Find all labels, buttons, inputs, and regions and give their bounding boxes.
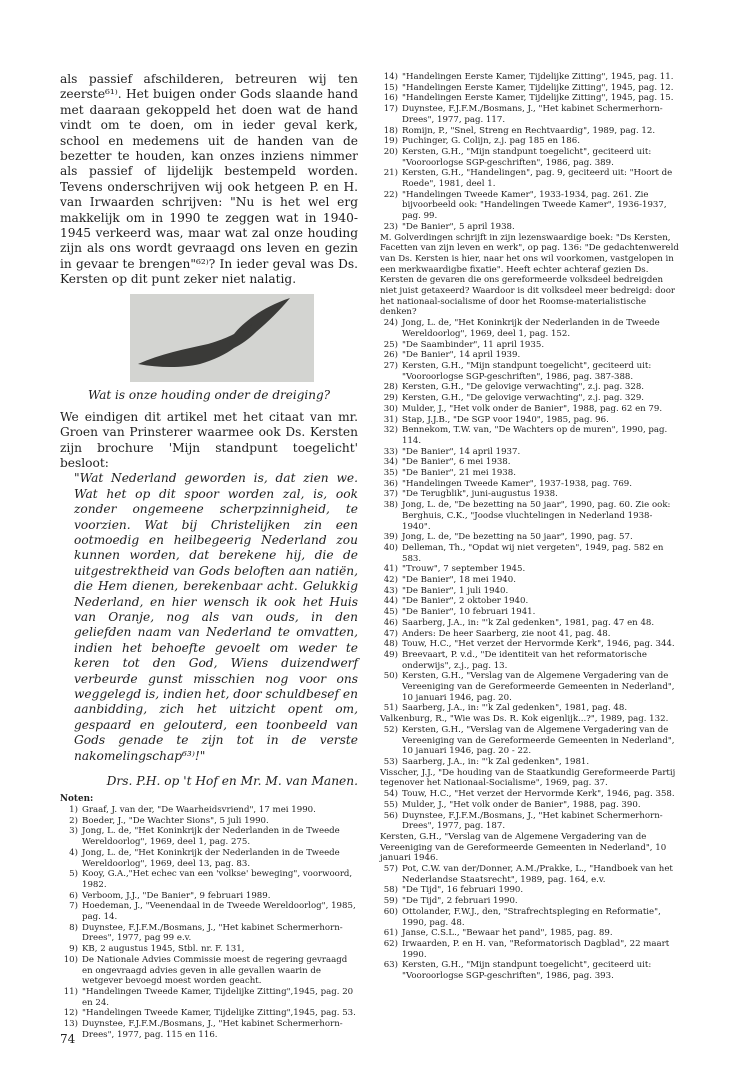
footnote — [380, 575, 680, 586]
footnote-text: "Handelingen Eerste Kamer, Tijdelijke Zitting", 1945, pag. 12. — [402, 82, 674, 93]
footnote-text: Valkenburg, R., "Wie was Ds. R. Kok eigenlijk...?", 1989, pag. 132. — [380, 714, 669, 725]
footnote — [380, 671, 680, 703]
footnote-number: 10) — [63, 954, 78, 965]
footnote-number: 29) — [383, 393, 398, 404]
footnote-number: 59) — [383, 896, 398, 907]
footnote — [380, 222, 680, 233]
footnote — [60, 826, 358, 847]
block-quote: "Wat Nederland geworden is, dat zien we. Wat het op dit spoor worden zal, is, ook zonder ongemeene scherpzinnigheid, te voorzien. Wat bij Christelijken zin een ootmoedig en heilbegeerig Nederland zou kunnen worden, dat berekene hij, die de uitgestrektheid van Gods beloften aan natiën, die Hem dienen, berekenbaar acht. Gelukkig Nederland, en hier wensch ik ook het Huis van Oranje, nog als van ouds, in den geliefden naam van Nederland te omvatten, indien het behoefte gevoelt om weder te keren tot den God, Wiens duizendwerf verbeurde gunst misschien nog voor ons weggelegd is, indien het, door schuldbesef en aanbidding, zich het uitzicht opent om, gespaard en gelouterd, een toonbeeld van Gods genade te zijn tot in de verste nakomelingschap⁶³⁾!" — [74, 471, 358, 763]
footnote-number: 48) — [383, 639, 398, 650]
footnote — [380, 586, 680, 597]
footnote-text: Saarberg, J.A., in: "'k Zal gedenken", 1981. — [402, 757, 590, 767]
body-paragraph: als passief afschilderen, betreuren wij ten zeerste⁶¹⁾. Het buigen onder Gods slaande hand met daaraan gekoppeld het doen wat de hand vindt om te doen, om in ieder geval kerk, school en medemens uit de handen van de bezetter te houden, kan onzes inziens nimmer als passief of lijdelijk bestempeld worden. Tevens onderschrijven wij ook hetgeen P. en H. van Irwaarden schrijven: "Nu is het wel erg makkelijk om in 1990 te zeggen wat in 1940-1945 verkeerd was, maar wat zal onze houding zijn als ons wordt gevraagd ons leven en gezin in gevaar te brengen"⁶²⁾? In ieder geval was Ds. Kersten op dit punt zeker niet nalatig. — [60, 72, 358, 287]
footnote — [60, 869, 358, 890]
footnote-number: 27) — [383, 360, 398, 371]
footnote-text: Delleman, Th., "Opdat wij niet vergeten", 1949, pag. 582 en 583. — [402, 542, 664, 564]
footnote-text: Kersten, G.H., "Verslag van de Algemene Vergadering van de Vereeniging van de Gereformeerde Gemeenten in Nederland", 10 januari 1946, pag. 20 - 22. — [402, 724, 675, 757]
footnote-text: Jong, L. de, "Het Koninkrijk der Nederlanden in de Tweede Wereldoorlog", 1969, deel 1, pag. 152. — [402, 318, 660, 339]
footnote — [380, 126, 680, 137]
footnote — [380, 960, 680, 981]
footnote-text: Breevaart, P. v.d., "De identiteit van het reformatorische onderwijs", z.j., pag. 13. — [402, 649, 647, 671]
footnote — [380, 928, 680, 939]
footnote-text: Anders: De heer Saarberg, zie noot 41, pag. 48. — [402, 628, 611, 639]
footnote-number: 26) — [383, 350, 398, 361]
footnote — [380, 479, 680, 490]
footnote-number: 31) — [383, 414, 398, 425]
footnote-number: 47) — [383, 628, 398, 639]
footnote — [380, 725, 680, 757]
footnote-number: 28) — [383, 382, 398, 393]
footnote-number: 44) — [383, 596, 398, 607]
footnote — [380, 404, 680, 415]
footnote-text: Verboom, J.J., "De Banier", 9 februari 1989. — [82, 890, 271, 901]
footnote — [380, 104, 680, 125]
footnote — [60, 816, 358, 827]
footnote — [380, 618, 680, 629]
footnote-number: 45) — [383, 607, 398, 618]
footnote-number: 46) — [383, 617, 398, 628]
footnote — [380, 714, 680, 725]
footnote — [380, 318, 680, 339]
footnote-number: 32) — [383, 425, 398, 436]
footnote-text: Kersten, G.H., "Mijn standpunt toegelicht", geciteerd uit: "Vooroorlogse SGP-geschriften", 1986, pag. 393. — [402, 960, 652, 982]
footnote-number: 56) — [383, 810, 398, 821]
footnote — [380, 532, 680, 543]
footnote-text: Kooy, G.A.,"Het echec van een 'volkse' beweging", voorwoord, 1982. — [82, 869, 353, 890]
footnote-number: 16) — [383, 93, 398, 104]
footnote-number: 24) — [383, 318, 398, 329]
footnote — [380, 596, 680, 607]
footnote — [380, 543, 680, 564]
footnote — [60, 987, 358, 1008]
footnote-number: 33) — [383, 446, 398, 457]
footnote-number: 42) — [383, 575, 398, 586]
footnote-text: Saarberg, J.A., in: "'k Zal gedenken", 1981, pag. 47 en 48. — [402, 617, 655, 628]
footnote-number: 21) — [383, 168, 398, 179]
footnote — [380, 168, 680, 189]
footnote-text: Kersten, G.H., "De gelovige verwachting", z.j. pag. 328. — [402, 382, 645, 393]
footnote-number: 3) — [69, 826, 78, 837]
footnote — [380, 489, 680, 500]
footnote-text: Kersten, G.H., "Mijn standpunt toegelicht", geciteerd uit: "Vooroorlogse SGP-geschriften", 1986, pag. 389. — [402, 146, 652, 168]
footnote — [380, 425, 680, 446]
body-paragraph: We eindigen dit artikel met het citaat van mr. Groen van Prinsterer waarmee ook Ds. Kersten zijn brochure 'Mijn standpunt toegelicht' besloot: — [60, 409, 358, 470]
footnote-text: "De Tijd", 16 februari 1990. — [402, 885, 524, 896]
footnote-text: "De Banier", 1 juli 1940. — [402, 585, 509, 596]
footnote-text: "Handelingen Tweede Kamer", 1933-1934, pag. 261. Zie bijvoorbeeld ook: "Handelingen Tweede Kamer", 1936-1937, pag. 99. — [402, 189, 667, 222]
footnote-number: 63) — [383, 960, 398, 971]
footnote — [380, 789, 680, 800]
footnote — [380, 233, 680, 319]
footnote-number: 5) — [69, 869, 78, 880]
footnote-text: Duynstee, F.J.F.M./Bosmans, J., "Het kabinet Schermerhorn-Drees", 1977, pag. 115 en 116. — [82, 1019, 343, 1040]
footnote — [380, 607, 680, 618]
footnote-number: 23) — [383, 221, 398, 232]
footnote-number: 54) — [383, 789, 398, 800]
footnote — [380, 885, 680, 896]
footnote — [380, 136, 680, 147]
footnote-text: "De Tijd", 2 februari 1990. — [402, 896, 518, 907]
footnote-text: Graaf, J. van der, "De Waarheidsvriend", 17 mei 1990. — [82, 805, 316, 816]
footnote-text: Jong, L. de, "De bezetting na 50 jaar", 1990, pag. 60. Zie ook: Berghuis, C.K., "Joodse vluchtelingen in Nederland 1938-1940". — [402, 500, 671, 532]
footnote-number: 60) — [383, 906, 398, 917]
footnote-text: Kersten, G.H., "Verslag van de Algemene Vergadering van de Vereeniging van de Gereformeerde Gemeenten in Nederland", 10 januari 1946, pag. 20. — [402, 671, 675, 703]
right-column — [380, 72, 680, 982]
footnote-text: Hoedeman, J., "Veenendaal in de Tweede Wereldoorlog", 1985, pag. 14. — [82, 901, 356, 923]
footnote — [380, 703, 680, 714]
footnote-text: "Handelingen Tweede Kamer", 1937-1938, pag. 769. — [402, 478, 632, 489]
footnote — [380, 350, 680, 361]
footnote-number: 30) — [383, 403, 398, 414]
footnote — [60, 848, 358, 869]
footnote-text: Duynstee, F.J.F.M./Bosmans, J., "Het kabinet Schermerhorn-Drees", 1977, pag 99 e.v. — [82, 922, 343, 944]
footnote-text: "De Saambinder", 11 april 1935. — [402, 339, 545, 350]
bird-photo — [130, 294, 314, 382]
footnote — [380, 650, 680, 671]
footnote — [380, 93, 680, 104]
footnote — [60, 944, 358, 955]
footnote-number: 22) — [383, 189, 398, 200]
footnote — [380, 800, 680, 811]
footnote-number: 25) — [383, 339, 398, 350]
footnote-text: Mulder, J., "Het volk onder de Banier", 1988, pag. 62 en 79. — [402, 403, 663, 414]
footnote — [60, 1008, 358, 1019]
footnote-number: 51) — [383, 703, 398, 714]
footnote-text: Visscher, J.J., "De houding van de Staatkundig Gereformeerde Partij tegenover het Nationaal-Socialisme", 1969, pag. 37. — [380, 767, 676, 789]
footnote-text: Touw, H.C., "Het verzet der Hervormde Kerk", 1946, pag. 344. — [402, 639, 675, 650]
footnote — [380, 896, 680, 907]
footnote-text: Kersten, G.H., "Handelingen", pag. 9, geciteerd uit: "Hoort de Roede", 1981, deel 1. — [402, 168, 673, 190]
author-line: Drs. P.H. op 't Hof en Mr. M. van Manen. — [106, 774, 358, 789]
footnote — [380, 864, 680, 885]
footnote — [380, 457, 680, 468]
footnote — [60, 805, 358, 816]
footnote — [380, 564, 680, 575]
footnote-text: M. Golverdingen schrijft in zijn lezenswaardige boek: "Ds Kersten, Facetten van zijn leven en werk", op pag. 136: "De gedachtenwereld van Ds. Kersten is hier, naar het ons wil voorkomen, vastgelopen in een merkwaardigbe fixatie". Heeft echter achteraf gezien Ds. Kersten de gevaren die ons gereformeerde volksdeel bedreigden niet juist getaxeerd? Waardoor is dit volksdeel meer bedreigd: door het nationaal-socialisme of door het Roomse-materialistische denken? — [380, 232, 679, 318]
notes-heading: Noten: — [60, 794, 94, 805]
footnote-text: Duynstee, F.J.F.M./Bosmans, J., "Het kabinet Schermerhorn-Drees", 1977, pag. 187. — [402, 810, 663, 832]
footnote-text: Stap, J.J.B., "De SGP voor 1940", 1985, pag. 96. — [402, 414, 609, 425]
footnote-number: 6) — [69, 890, 78, 901]
footnote-text: Irwaarden, P. en H. van, "Reformatorisch Dagblad", 22 maart 1990. — [402, 938, 670, 960]
footnote-number: 17) — [383, 104, 398, 115]
footnote-text: "De Banier", 10 februari 1941. — [402, 607, 536, 618]
footnote-number: 61) — [383, 928, 398, 939]
footnote — [380, 147, 680, 168]
page-number: 74 — [60, 1032, 76, 1046]
footnote-text: Duynstee, F.J.F.M./Bosmans, J., "Het kabinet Schermerhorn-Drees", 1977, pag. 117. — [402, 104, 663, 125]
footnote-number: 12) — [63, 1008, 78, 1019]
footnote-number: 20) — [383, 146, 398, 157]
footnote — [380, 907, 680, 928]
footnote-text: Touw, H.C., "Het verzet der Hervormde Kerk", 1946, pag. 358. — [402, 789, 675, 800]
footnote — [60, 1019, 358, 1040]
footnote-text: Pot, C.W. van der/Donner, A.M./Prakke, L., "Handboek van het Nederlandse Staatsrecht", 1989, pag. 164, e.v. — [402, 864, 673, 885]
footnote — [380, 832, 680, 864]
photo-caption: Wat is onze houding onder de dreiging? — [87, 387, 331, 402]
footnote-text: Jong, L. de, "Het Koninkrijk der Nederlanden in de Tweede Wereldoorlog", 1969, deel 13, pag. 83. — [82, 847, 340, 869]
footnote-number: 14) — [383, 72, 398, 82]
footnote-text: Ottolander, F.W.J., den, "Strafrechtspleging en Reformatie", 1990, pag. 48. — [402, 906, 661, 928]
footnote — [380, 361, 680, 382]
footnote-text: "De Banier", 2 oktober 1940. — [402, 596, 529, 607]
footnote-text: "De Banier", 21 mei 1938. — [402, 468, 516, 479]
footnote — [60, 955, 358, 987]
footnote — [380, 447, 680, 458]
footnote — [380, 72, 680, 83]
footnote-number: 9) — [69, 944, 78, 955]
footnote-text: "Handelingen Tweede Kamer, Tijdelijke Zitting",1945, pag. 20 en 24. — [82, 986, 354, 1008]
footnote-number: 40) — [383, 542, 398, 553]
footnote-number: 41) — [383, 564, 398, 575]
footnote-number: 34) — [383, 457, 398, 468]
footnote — [380, 811, 680, 832]
footnote-text: Boeder, J., "De Wachter Sions", 5 juli 1990. — [82, 815, 269, 826]
footnote-text: "De Terugblik", juni-augustus 1938. — [402, 489, 558, 500]
footnote — [380, 468, 680, 479]
footnote — [380, 382, 680, 393]
left-column — [60, 72, 358, 1041]
footnote-text: Saarberg, J.A., in: "'k Zal gedenken", 1981, pag. 48. — [402, 703, 628, 714]
footnote-text: Janse, C.S.L., "Bewaar het pand", 1985, pag. 89. — [402, 928, 613, 939]
footnote-text: Mulder, J., "Het volk onder de Banier", 1988, pag. 390. — [402, 799, 641, 810]
footnote — [380, 629, 680, 640]
footnote-text: Kersten, G.H., "De gelovige verwachting", z.j. pag. 329. — [402, 393, 645, 404]
footnote-text: "Handelingen Eerste Kamer, Tijdelijke Zitting", 1945, pag. 11. — [402, 72, 674, 82]
footnote-number: 15) — [383, 82, 398, 93]
footnote — [380, 639, 680, 650]
footnote-text: "De Banier", 6 mei 1938. — [402, 457, 511, 468]
notes-list-right — [380, 72, 680, 982]
footnote-number: 35) — [383, 468, 398, 479]
footnote-number: 38) — [383, 500, 398, 511]
footnote-number: 62) — [383, 938, 398, 949]
footnote-number: 18) — [383, 125, 398, 136]
footnote — [60, 923, 358, 944]
footnote-text: Kersten, G.H., "Mijn standpunt toegelicht", geciteerd uit: "Vooroorlogse SGP-geschriften", 1986, pag. 387-388. — [402, 360, 652, 382]
footnote-text: "De Banier", 5 april 1938. — [402, 221, 515, 232]
footnote-text: Bennekom, T.W. van, "De Wachters op de muren", 1990, pag. 114. — [402, 425, 668, 446]
footnote-text: "Handelingen Tweede Kamer, Tijdelijke Zitting",1945, pag. 53. — [82, 1008, 356, 1019]
footnote-text: Jong, L. de, "Het Koninkrijk der Nederlanden in de Tweede Wereldoorlog", 1969, deel 1, pag. 275. — [82, 826, 340, 848]
footnote-text: "De Banier", 18 mei 1940. — [402, 575, 516, 586]
footnote-number: 7) — [69, 901, 78, 912]
footnote-text: "Trouw", 7 september 1945. — [402, 564, 526, 575]
footnote-number: 2) — [69, 815, 78, 826]
footnote-number: 49) — [383, 649, 398, 660]
footnote-text: KB, 2 augustus 1945, Stbl. nr. F. 131, — [82, 944, 245, 955]
footnote-number: 37) — [383, 489, 398, 500]
footnote-number: 58) — [383, 885, 398, 896]
footnote-number: 4) — [69, 847, 78, 858]
footnote-number: 53) — [383, 757, 398, 767]
footnote — [380, 757, 680, 768]
footnote — [60, 891, 358, 902]
footnote-number: 13) — [63, 1019, 78, 1030]
footnote — [380, 190, 680, 222]
footnote-text: "Handelingen Eerste Kamer, Tijdelijke Zitting", 1945, pag. 15. — [402, 93, 674, 104]
footnote — [380, 83, 680, 94]
bird-of-prey-icon — [130, 294, 314, 382]
footnote-text: Kersten, G.H., "Verslag van de Algemene Vergadering van de Vereeniging van de Gereformeerde Gemeenten in Nederland", 10 januari 1946. — [380, 831, 667, 864]
footnote — [380, 768, 680, 789]
footnote-text: Jong, L. de, "De bezetting na 50 jaar", 1990, pag. 57. — [402, 532, 633, 543]
footnote-text: Romijn, P., "Snel, Streng en Rechtvaardig", 1989, pag. 12. — [402, 125, 656, 136]
footnote-number: 52) — [383, 724, 398, 735]
footnote-text: "De Banier", 14 april 1937. — [402, 446, 521, 457]
footnote — [60, 901, 358, 922]
footnote-number: 36) — [383, 478, 398, 489]
footnote-number: 43) — [383, 585, 398, 596]
footnote — [380, 500, 680, 532]
footnote-text: De Nationale Advies Commissie moest de regering gevraagd en ongevraagd advies geven in alle gevallen waarin de wetgever bevoegd moest worden geacht. — [82, 954, 348, 987]
footnote-text: Puchinger, G. Colijn, z.j. pag 185 en 186. — [402, 136, 580, 147]
footnote-number: 19) — [383, 136, 398, 147]
footnote-number: 39) — [383, 532, 398, 543]
footnote — [380, 340, 680, 351]
footnote-number: 8) — [69, 922, 78, 933]
notes-list-left — [60, 805, 358, 1040]
footnote — [380, 415, 680, 426]
footnote-text: "De Banier", 14 april 1939. — [402, 350, 521, 361]
footnote-number: 57) — [383, 864, 398, 875]
footnote-number: 50) — [383, 671, 398, 682]
footnote-number: 11) — [63, 986, 78, 997]
footnote-number: 1) — [69, 805, 78, 816]
footnote-number: 55) — [383, 799, 398, 810]
footnote — [380, 939, 680, 960]
footnote — [380, 393, 680, 404]
